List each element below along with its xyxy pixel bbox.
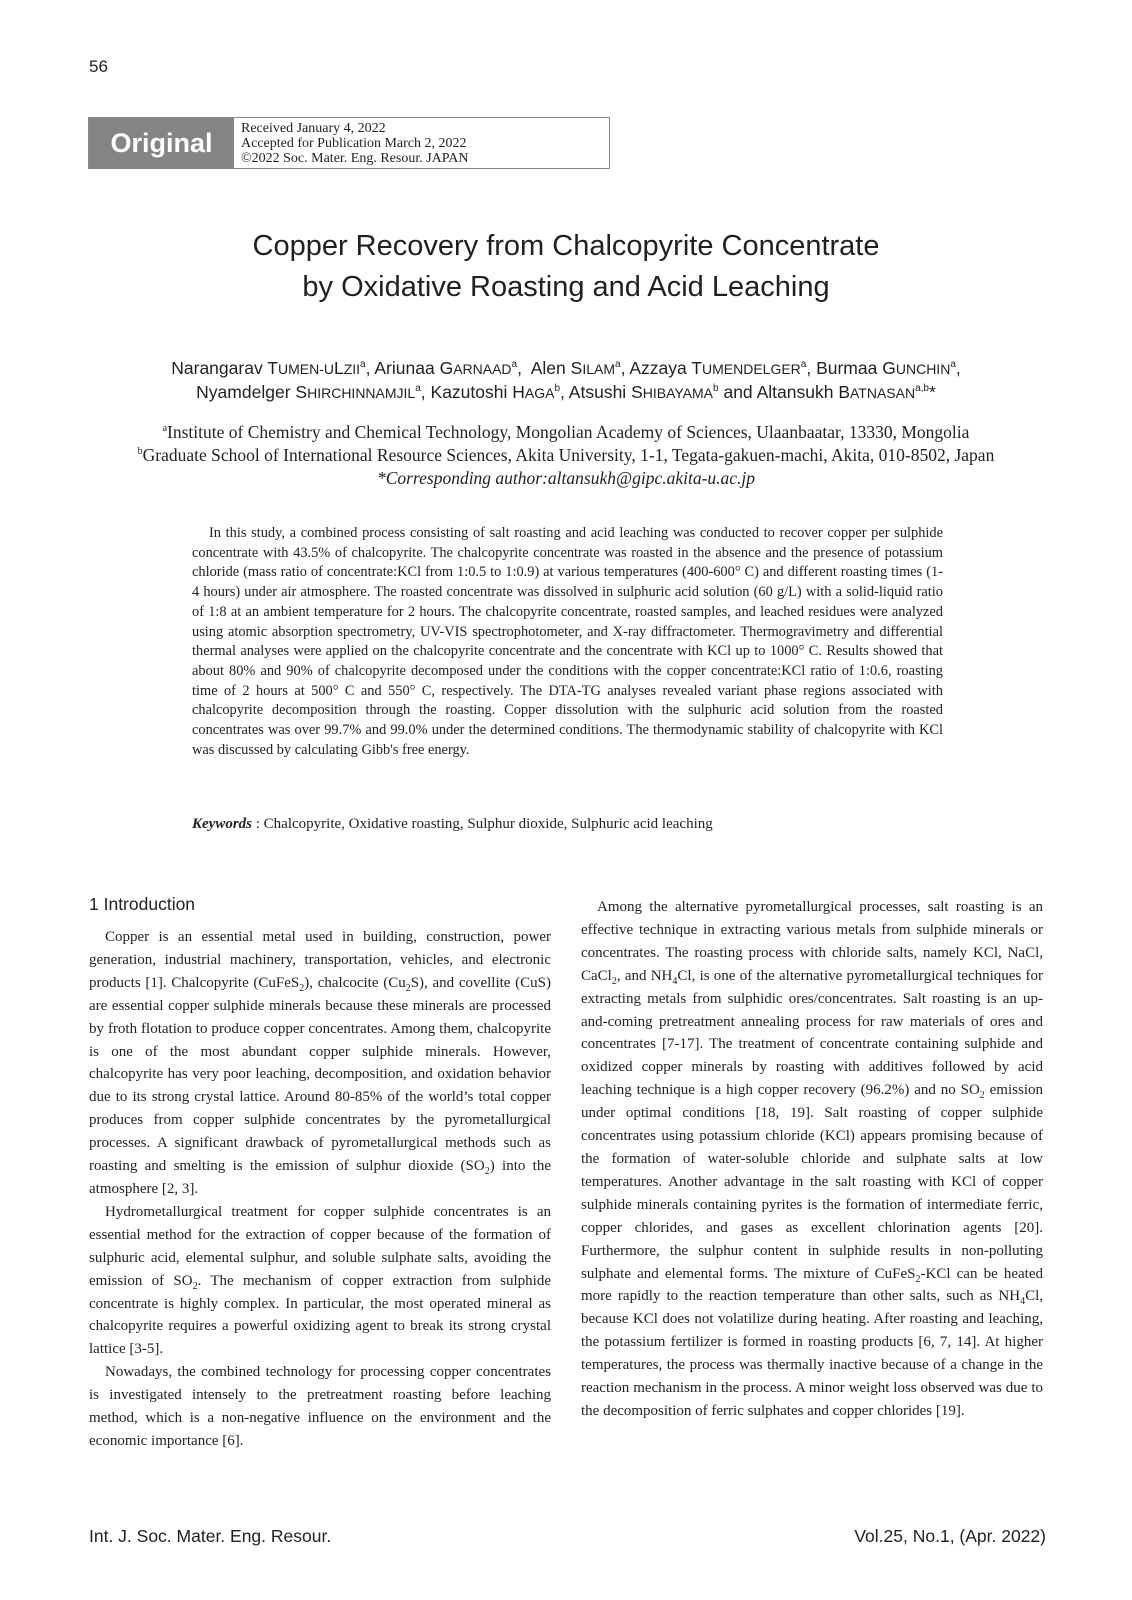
paragraph: Among the alternative pyrometallurgical processes, salt roasting is an effective technique in extracting various metals from sulphide minerals or concentrates. The roasting process with chloride salts, namely KCl, NaCl, CaCl$_2$, and $NH_4Cl$, is one of the alternative pyrometallurgical techniques for extracting metals from sulphidic ores/concentrates. Salt roasting is an up-and-coming pretreatment annealing process for raw materials of ores and concentrates [7-17]. The treatment of concentrate containing sulphide and oxidized copper minerals by roasting with additives followed by acid leaching technique is a high copper recovery (96.2%) and no $SO_2$ emission under optimal conditions [18, 19]. Salt roasting of copper sulphide concentrates using potassium chloride (KCl) appears promising because of the formation of water-soluble chloride and sulphate salts at low temperatures. Another advantage in the salt roasting with KCl of copper sulphide minerals containing pyrites is the formation of intermediate ferric, copper chlorides, and gases as excellent chlorination agents [20]. Furthermore, the sulphur content in sulphide results in non-polluting sulphate and elemental forms. The mixture of CuFeS$_2$-KCl can be heated more rapidly to the reaction temperature than other salts, such as $NH_4Cl$, because KCl does not volatilize during heating. After roasting and leaching, the potassium fertilizer is formed in roasting products [6, 7, 14]. At higher temperatures, the process was thermally inactive because of a change in the reaction mechanism in the process. A minor weight loss observed was due to the decomposition of ferric sulphates and copper chlorides [19]. [581, 899, 1043, 1419]
right-column [581, 896, 1043, 1423]
abstract: In this study, a combined process consisting of salt roasting and acid leaching was conducted to recover copper per sulphide concentrate with 43.5% of chalcopyrite. The chalcopyrite concentrate was roasted in the absence and the presence of potassium chloride (mass ratio of concentrate:KCl from 1:0.5 to 1:0.9) at various temperatures (400-600° C) and different roasting times (1-4 hours) under air atmosphere. The roasted concentrate was dissolved in sulphuric acid solution (60 g/L) with a solid-liquid ratio of 1:8 at an ambient temperature for 2 hours. The chalcopyrite concentrate, roasted samples, and leached residues were analyzed using atomic absorption spectrometry, UV-VIS spectrophotometer, and X-ray diffractometer. Thermogravimetry and differential thermal analyses were applied on the chalcopyrite concentrate and the concentrate with KCl up to 1000° C. Results showed that about 80% and 90% of chalcopyrite decomposed under the conditions with the copper concentrate:KCl ratio of 1:0.6, roasting time of 2 hours at 500° C and 550° C, respectively. The DTA-TG analyses revealed variant phase regions associated with chalcopyrite decomposition through the roasting. Copper dissolution with the sulphuric acid solution from the roasted concentrates was over 99.7% and 99.0% under the determined conditions. The thermodynamic stability of chalcopyrite with KCl was discussed by calculating Gibb's free energy. [192, 525, 943, 758]
author-line-2: Nyamdelger SHIRCHINNAMJIL$^a$, Kazutoshi HAGA$^b$, Atsushi SHIBAYAMA$^b$ and Altansukh BATNASAN$^{a,b}$* [196, 382, 936, 402]
accepted-date: Accepted for Publication March 2, 2022 [241, 136, 467, 151]
author: Kazutoshi HAGA$^b$ [430, 382, 561, 402]
footer-volume-issue: Vol.25, No.1, (Apr. 2022) [854, 1526, 1046, 1546]
title-line-2: by Oxidative Roasting and Acid Leaching [302, 271, 830, 303]
paragraph: Nowadays, the combined technology for processing copper concentrates is investigated intensely to the pretreatment roasting before leaching method, which is a non-negative influence on the environment and the economic importance [6]. [89, 1364, 551, 1449]
section-heading-introduction: 1 Introduction [89, 894, 196, 914]
keywords-text: Chalcopyrite, Oxidative roasting, Sulphur dioxide, Sulphuric acid leaching [263, 816, 713, 832]
affiliation-b: $^b$Graduate School of International Resource Sciences, Akita University, 1-1, Tegata-gakuen-machi, Akita, 010-8502, Japan [137, 445, 995, 465]
author-joiner: and [723, 382, 753, 402]
author: Azzaya TUMENDELGER$^a$ [629, 358, 807, 378]
paragraph: Copper is an essential metal used in building, construction, power generation, industrial machinery, transportation, vehicles, and electronic products [1]. Chalcopyrite (CuFeS$_2$), chalcocite $(Cu_2S)$, and covellite (CuS) are essential copper sulphide minerals because these minerals are processed by froth flotation to produce copper concentrates. Among them, chalcopyrite is one of the most abundant copper sulphide minerals. However, chalcopyrite has very poor leaching, decomposition, and oxidation behavior due to its strong crystal lattice. Around 80-85% of the world’s total copper produces from copper sulphide concentrates by the pyrometallurgical processes. A significant drawback of pyrometallurgical methods such as roasting and smelting is the emission of sulphur dioxide $(SO_2)$ into the atmosphere [2, 3]. [89, 929, 552, 1197]
keywords-separator: : [252, 816, 264, 832]
publication-history [234, 118, 469, 168]
author: Burmaa GUNCHIN$^a$ [816, 358, 956, 378]
page-number: 56 [89, 57, 108, 76]
affiliations [0, 421, 1132, 490]
title-line-1: Copper Recovery from Chalcopyrite Concentrate [252, 230, 880, 262]
author: Altansukh BATNASAN$^{a,b}$* [756, 382, 936, 402]
author: Atsushi SHIBAYAMA$^b$ [568, 382, 719, 402]
author-line-1: Narangarav TUMEN-ULZII$^a$, Ariunaa GARNAAD$^a$, Alen SILAM$^a$, Azzaya TUMENDELGER$^a$, Burmaa GUNCHIN$^a$, [171, 358, 961, 378]
footer-journal-name: Int. J. Soc. Mater. Eng. Resour. [89, 1526, 332, 1546]
keywords-label: Keywords [192, 816, 252, 832]
copyright-line: ©2022 Soc. Mater. Eng. Resour. JAPAN [241, 151, 469, 166]
corresponding-author-email: *Corresponding author:altansukh@gipc.akita-u.ac.jp [376, 468, 756, 488]
corresponding-mark: * [929, 382, 936, 402]
author: Narangarav TUMEN-ULZII$^a$ [171, 358, 366, 378]
author: Nyamdelger SHIRCHINNAMJIL$^a$ [196, 382, 421, 402]
author: Ariunaa GARNAAD$^a$ [374, 358, 518, 378]
author: Alen SILAM$^a$ [530, 358, 621, 378]
paragraph: Hydrometallurgical treatment for copper sulphide concentrates is an essential method for the extraction of copper because of the formation of sulphuric acid, elemental sulphur, and soluble sulphate salts, avoiding the emission of $SO_2$. The mechanism of copper extraction from sulphide concentrate is highly complex. In particular, the most operated mineral as chalcopyrite requires a powerful oxidizing agent to break its strong crystal lattice [3-5]. [89, 1203, 551, 1358]
article-header-box [88, 117, 610, 169]
affiliation-a: $^a$Institute of Chemistry and Chemical Technology, Mongolian Academy of Sciences, Ulaanbaatar, 13330, Mongolia [162, 422, 970, 442]
keywords [192, 816, 713, 833]
received-date: Received January 4, 2022 [241, 121, 386, 136]
left-column [89, 892, 551, 1453]
author-list [0, 357, 1132, 405]
paper-title [0, 226, 1132, 308]
article-type-badge: Original [89, 118, 234, 168]
